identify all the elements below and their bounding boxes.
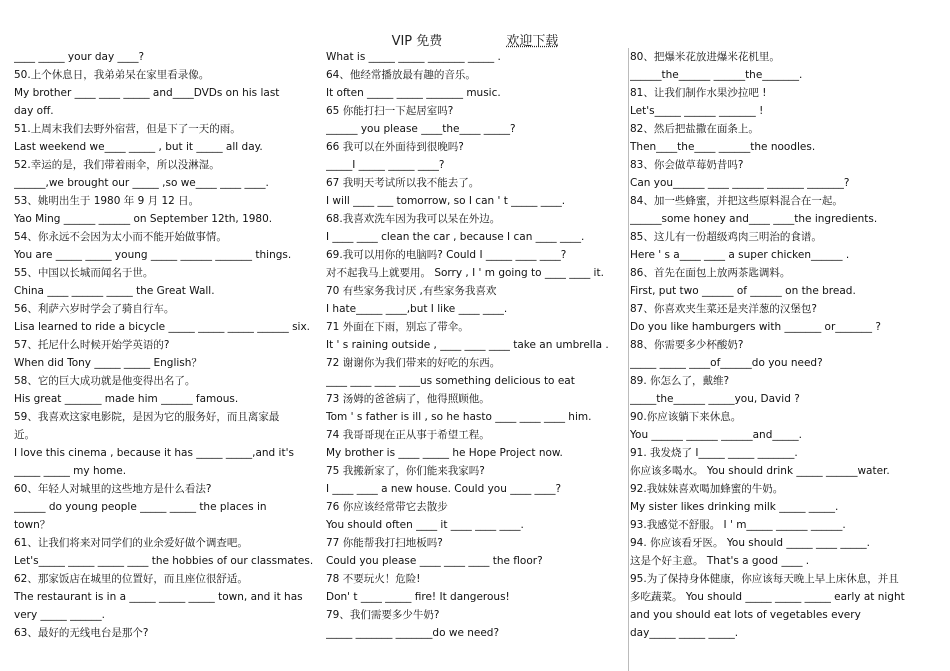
worksheet-line: day off. xyxy=(14,105,54,117)
worksheet-line: 72 谢谢你为我们带来的好吃的东西。 xyxy=(326,357,501,369)
worksheet-line: ______some honey and____ ____the ingredients. xyxy=(630,213,878,225)
worksheet-line: Last weekend we____ _____ , but it _____ all day. xyxy=(14,141,263,153)
worksheet-line: 91. 我发烧了 I_____ _____ _______. xyxy=(630,447,798,459)
worksheet-line: 63、最好的无线电台是那个? xyxy=(14,627,149,639)
worksheet-line: Here ' s a____ ____ a super chicken______ . xyxy=(630,249,850,261)
worksheet-line: 92.我妹妹喜欢喝加蜂蜜的牛奶。 xyxy=(630,483,784,495)
worksheet-line: 70 有些家务我讨厌 ,有些家务我喜欢 xyxy=(326,285,497,297)
worksheet-line: Let's_____ _____ _____ ____ the hobbies of our classmates. xyxy=(14,555,314,567)
worksheet-line: 76 你应该经常带它去散步 xyxy=(326,501,448,513)
worksheet-line: Tom ' s father is ill , so he hasto ____ ____ ____ him. xyxy=(326,411,592,423)
worksheet-column-left xyxy=(14,48,322,642)
worksheet-line: 73 汤姆的爸爸病了，他得照顾他。 xyxy=(326,393,490,405)
worksheet-line: Yao Ming ______ ______ on September 12th, 1980. xyxy=(14,213,273,225)
worksheet-line: It often _____ _____ _______ music. xyxy=(326,87,501,99)
worksheet-line: You ______ ______ ______and_____. xyxy=(630,429,802,441)
worksheet-line: very _____ ______. xyxy=(14,609,105,621)
worksheet-line: 67 我明天考试所以我不能去了。 xyxy=(326,177,480,189)
worksheet-line: _____I _____ _____ ____? xyxy=(326,159,445,171)
worksheet-line: My brother is ____ _____ he Hope Project now. xyxy=(326,447,563,459)
header-download-text: 欢迎下载 xyxy=(506,34,559,49)
worksheet-line: Can you______ ____ ______ _______ _______? xyxy=(630,177,850,189)
worksheet-line: You should often ____ it ____ ____ ____. xyxy=(326,519,524,531)
worksheet-line: 95.为了保持身体健康，你应该每天晚上早上床休息，并且 xyxy=(630,573,899,585)
worksheet-line: His great _______ made him ______ famous. xyxy=(14,393,239,405)
worksheet-line: _____ _____ ____of______do you need? xyxy=(630,357,823,369)
worksheet-line: ______ you please ____the____ _____? xyxy=(326,123,516,135)
page-header xyxy=(0,30,950,49)
worksheet-line: 78 不要玩火！危险! xyxy=(326,573,421,585)
worksheet-line: The restaurant is in a _____ _____ _____ town, and it has xyxy=(14,591,303,603)
worksheet-line: 66 我可以在外面待到很晚吗? xyxy=(326,141,464,153)
worksheet-line: Don' t ____ _____ fire! It dangerous! xyxy=(326,591,510,603)
worksheet-line: 53、姚明出生于 1980 年 9 月 12 日。 xyxy=(14,195,200,207)
worksheet-line: Then____the____ ______the noodles. xyxy=(630,141,816,153)
worksheet-line: ______,we brought our _____ ,so we____ ____ ____. xyxy=(14,177,269,189)
worksheet-line: 74 我哥哥现在正从事于希望工程。 xyxy=(326,429,490,441)
worksheet-line: 69.我可以用你的电脑吗? Could I _____ ____ ____? xyxy=(326,249,567,261)
worksheet-line: 52.幸运的是，我们带着雨伞，所以没淋湿。 xyxy=(14,159,220,171)
worksheet-line: My sister likes drinking milk _____ _____. xyxy=(630,501,839,513)
worksheet-line: 50.上个休息日，我弟弟呆在家里看录像。 xyxy=(14,69,210,81)
worksheet-column-right xyxy=(630,48,930,642)
worksheet-line: 68.我喜欢洗车因为我可以呆在外边。 xyxy=(326,213,501,225)
worksheet-line: 87、你喜欢夹生菜还是夹洋葱的汉堡包? xyxy=(630,303,817,315)
worksheet-line: 93.我感觉不舒服。 I ' m_____ ______ ______. xyxy=(630,519,846,531)
worksheet-line: 94. 你应该看牙医。 You should _____ ____ _____. xyxy=(630,537,870,549)
worksheet-line: First, put two ______ of ______ on the bread. xyxy=(630,285,856,297)
worksheet-line: 60、年轻人对城里的这些地方是什么看法? xyxy=(14,483,212,495)
worksheet-line: Let's_____ ______ _______ ! xyxy=(630,105,764,117)
worksheet-line: 84、加一些蜂蜜，并把这些原料混合在一起。 xyxy=(630,195,843,207)
worksheet-line: 61、让我们将来对同学们的业余爱好做个调查吧。 xyxy=(14,537,248,549)
worksheet-line: 59、我喜欢这家电影院，是因为它的服务好，而且离家最 xyxy=(14,411,280,423)
worksheet-line: 90.你应该躺下来休息。 xyxy=(630,411,742,423)
worksheet-line: _____ _____ my home. xyxy=(14,465,127,477)
worksheet-line: 71 外面在下雨，别忘了带伞。 xyxy=(326,321,469,333)
worksheet-line: _____ _______ _______do we need? xyxy=(326,627,500,639)
worksheet-line: ______ do young people _____ _____ the places in xyxy=(14,501,267,513)
worksheet-line: 86、首先在面包上放两茶匙调料。 xyxy=(630,267,791,279)
worksheet-line: 85、这儿有一份超级鸡肉三明治的食谱。 xyxy=(630,231,822,243)
worksheet-line: I love this cinema , because it has _____ _____,and it's xyxy=(14,447,294,459)
worksheet-line: I ____ ____ clean the car , because I can ____ ____. xyxy=(326,231,585,243)
worksheet-line: town？ xyxy=(14,519,51,531)
worksheet-line: Lisa learned to ride a bicycle _____ _____ _____ ______ six. xyxy=(14,321,311,333)
worksheet-line: My brother ____ ____ _____ and____DVDs on his last xyxy=(14,87,280,99)
worksheet-line: ____ _____ your day ____? xyxy=(14,51,145,63)
worksheet-line: You are _____ _____ young _____ ______ _______ things. xyxy=(14,249,292,261)
worksheet-line: What is _____ _____ _______ _____ . xyxy=(326,51,501,63)
worksheet-line: 77 你能帮我打扫地板吗? xyxy=(326,537,443,549)
worksheet-line: 80、把爆米花放进爆米花机里。 xyxy=(630,51,780,63)
worksheet-line: 55、中国以长城而闻名于世。 xyxy=(14,267,154,279)
worksheet-line: 51.上周末我们去野外宿营，但是下了一天的雨。 xyxy=(14,123,241,135)
worksheet-line: It ' s raining outside , ____ ____ ____ take an umbrella . xyxy=(326,339,609,351)
worksheet-line: 65 你能打扫一下起居室吗? xyxy=(326,105,454,117)
worksheet-line: 89. 你怎么了，戴维? xyxy=(630,375,730,387)
header-vip-text: VIP 免费 xyxy=(391,34,443,49)
worksheet-line: 这是个好主意。 That's a good ____ . xyxy=(630,555,810,567)
worksheet-line: Could you please ____ ____ ____ the floor? xyxy=(326,555,543,567)
column-divider xyxy=(628,48,629,671)
worksheet-line: 56、利萨六岁时学会了骑自行车。 xyxy=(14,303,175,315)
worksheet-line: 88、你需要多少杯酸奶? xyxy=(630,339,744,351)
worksheet-line: 54、你永远不会因为太小而不能开始做事情。 xyxy=(14,231,227,243)
worksheet-line: 58、它的巨大成功就是他变得出名了。 xyxy=(14,375,196,387)
worksheet-line: ____ ____ ____ ____us something delicious to eat xyxy=(326,375,575,387)
worksheet-line: and you should eat lots of vegetables every xyxy=(630,609,861,621)
worksheet-line: 57、托尼什么时候开始学英语的? xyxy=(14,339,170,351)
worksheet-line: 多吃蔬菜。 You should _____ _____ _____ early at night xyxy=(630,591,905,603)
worksheet-line: 79、我们需要多少牛奶? xyxy=(326,609,440,621)
worksheet-line: 近。 xyxy=(14,429,35,441)
worksheet-line: 对不起我马上就要用。 Sorry , I ' m going to ____ ____ it. xyxy=(326,267,604,279)
worksheet-line: When did Tony _____ _____ English？ xyxy=(14,357,202,369)
worksheet-line: 75 我搬新家了，你们能来我家吗? xyxy=(326,465,485,477)
worksheet-line: _____the______ _____you, David ? xyxy=(630,393,800,405)
worksheet-line: I ____ ____ a new house. Could you ____ ____? xyxy=(326,483,562,495)
worksheet-line: 64、他经常播放最有趣的音乐。 xyxy=(326,69,476,81)
worksheet-line: ______the______ ______the_______. xyxy=(630,69,803,81)
worksheet-line: 62、那家饭店在城里的位置好，而且座位很舒适。 xyxy=(14,573,248,585)
worksheet-line: day_____ _____ _____. xyxy=(630,627,739,639)
worksheet-line: 82、然后把盐撒在面条上。 xyxy=(630,123,759,135)
worksheet-column-middle xyxy=(326,48,626,642)
worksheet-line: I will ____ ___ tomorrow, so I can ' t _____ ____. xyxy=(326,195,566,207)
worksheet-line: China ____ ______ _____ the Great Wall. xyxy=(14,285,215,297)
worksheet-line: 81、让我们制作水果沙拉吧 ! xyxy=(630,87,767,99)
worksheet-line: I hate_____ ____,but I like ____ ____. xyxy=(326,303,508,315)
worksheet-line: 83、你会做草莓奶昔吗? xyxy=(630,159,744,171)
worksheet-line: Do you like hamburgers with _______ or_______ ? xyxy=(630,321,881,333)
worksheet-line: 你应该多喝水。 You should drink _____ ______water. xyxy=(630,465,890,477)
